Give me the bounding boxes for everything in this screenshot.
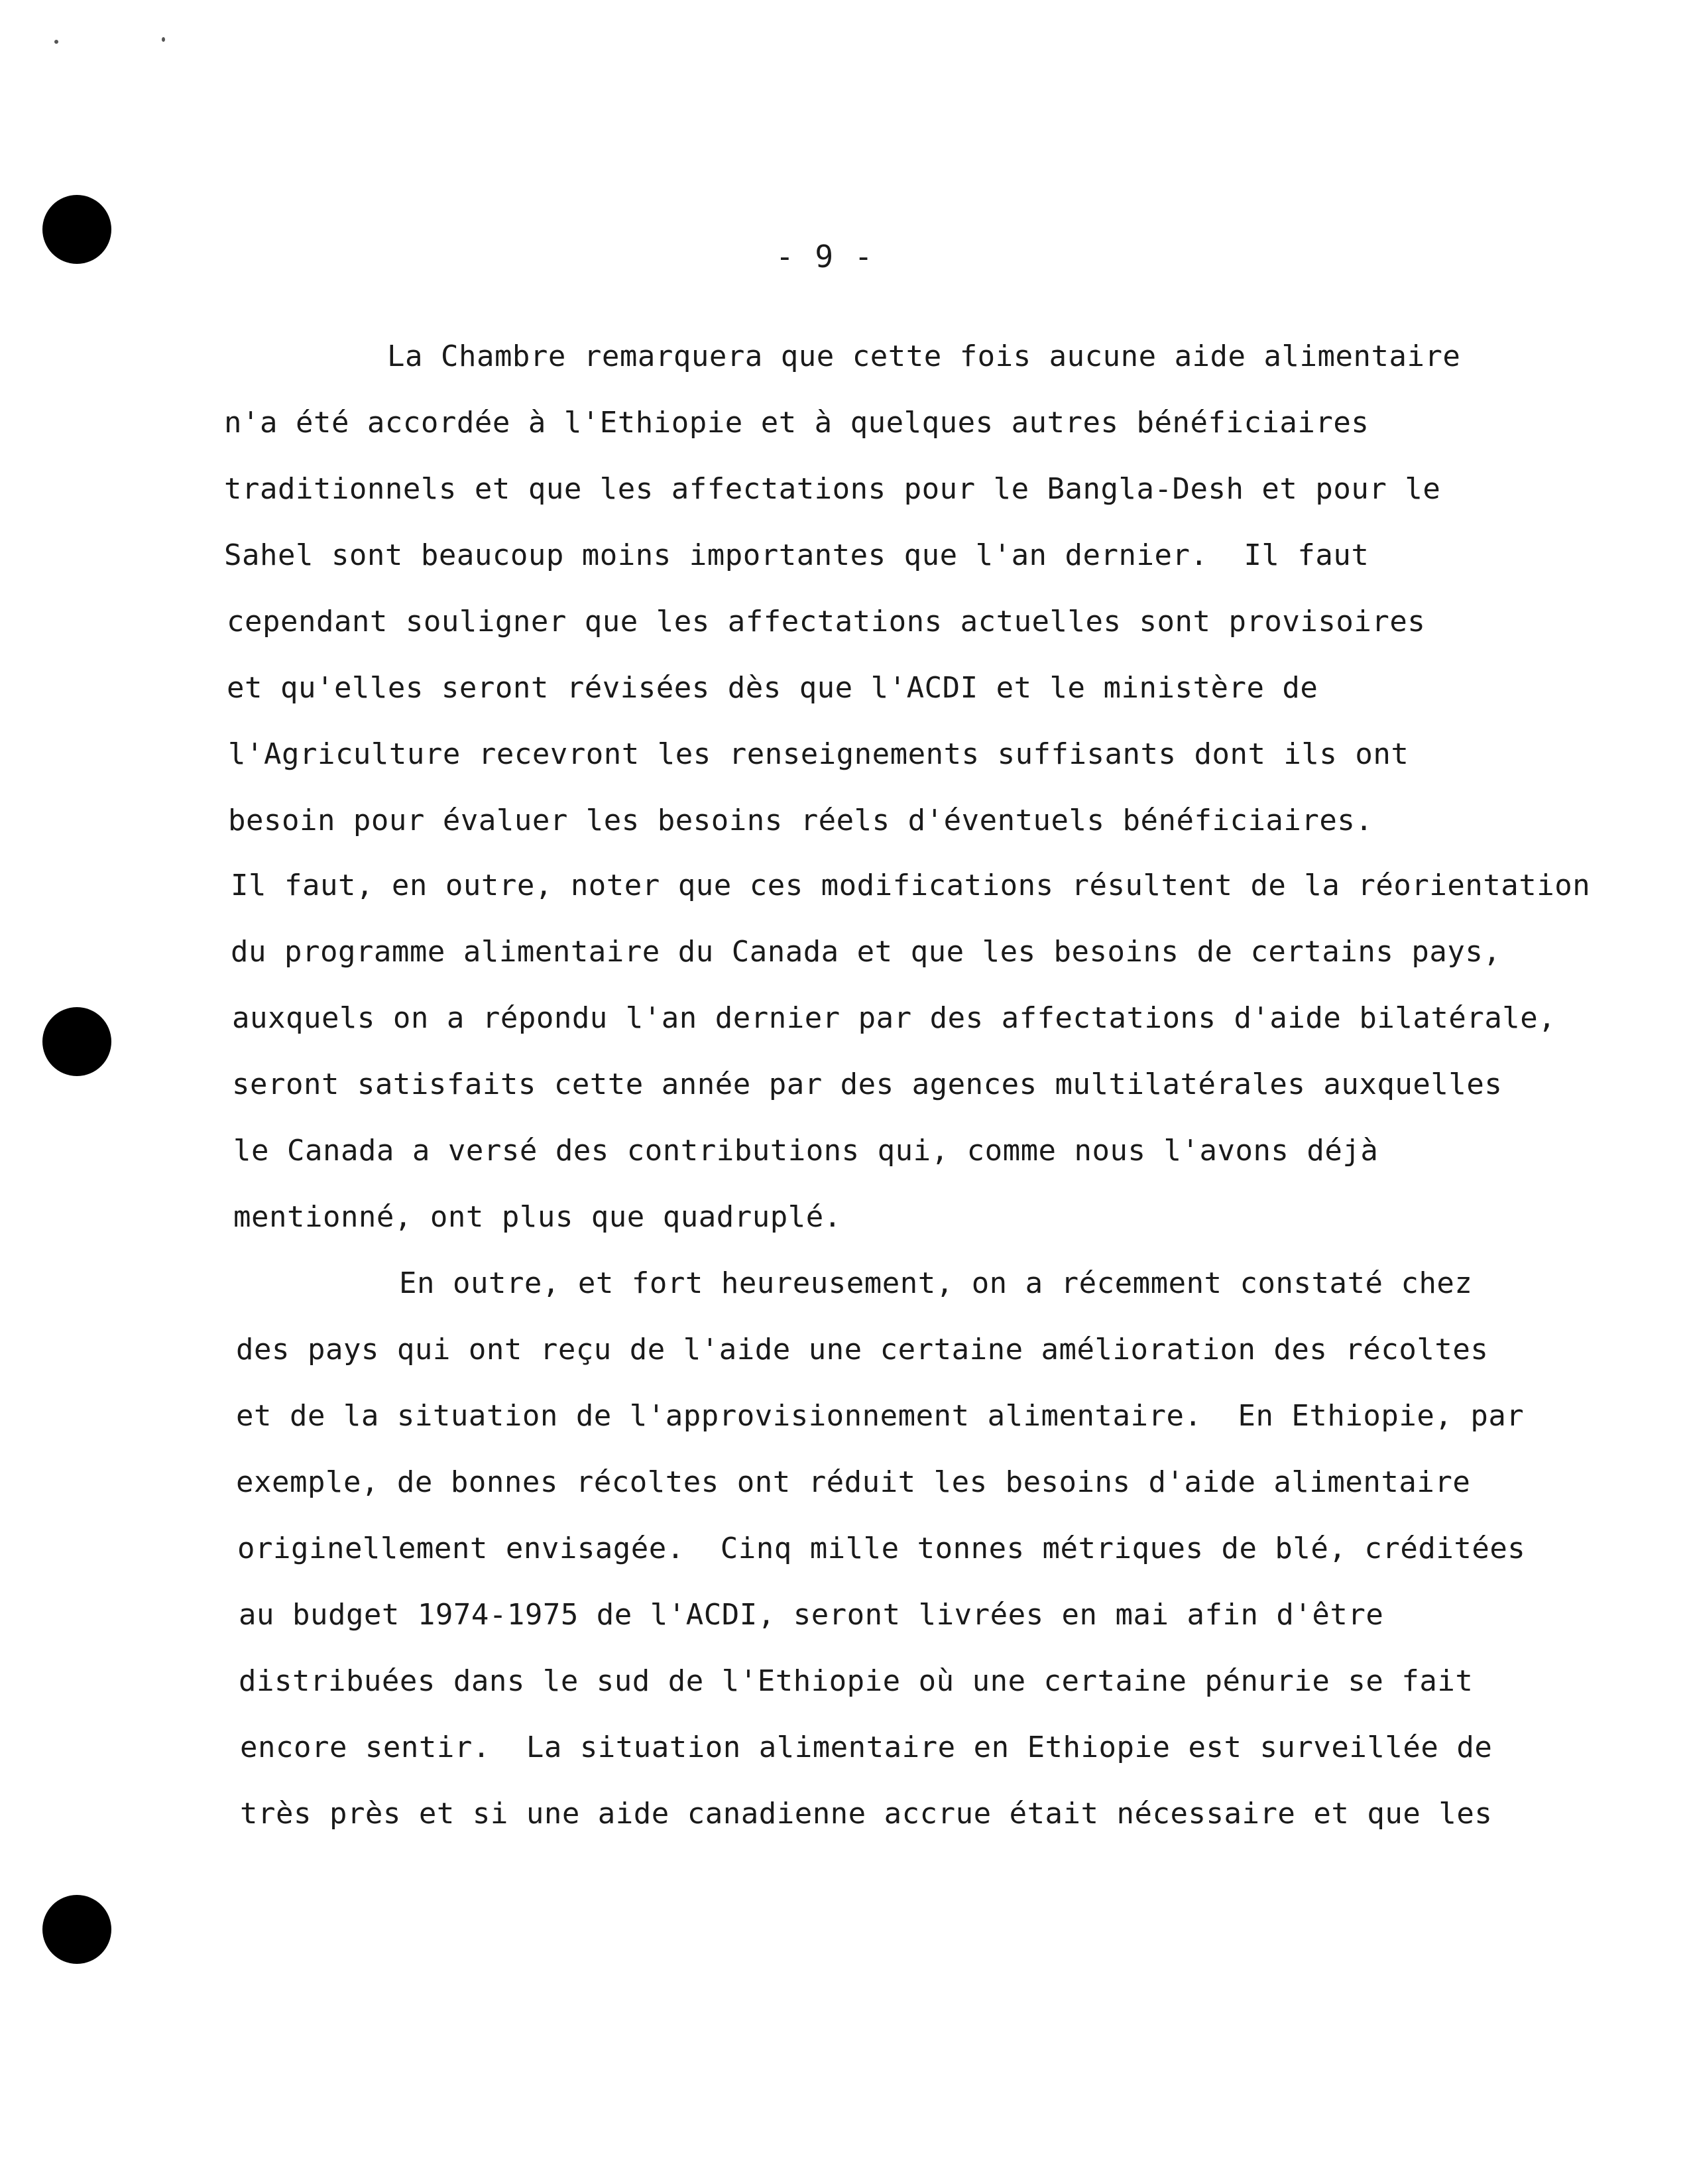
paragraph-2-line-8: encore sentir. La situation alimentaire en Ethiopie est surveillée de xyxy=(240,1730,1493,1764)
paragraph-2-line-6: au budget 1974-1975 de l'ACDI, seront livrées en mai afin d'être xyxy=(239,1598,1384,1632)
paragraph-1-line-7: l'Agriculture recevront les renseignements suffisants dont ils ont xyxy=(228,737,1409,771)
paragraph-1-line-6: et qu'elles seront révisées dès que l'ACDI et le ministère de xyxy=(227,671,1318,705)
scan-speck xyxy=(162,37,165,42)
paragraph-2-line-3: et de la situation de l'approvisionnement alimentaire. En Ethiopie, par xyxy=(236,1399,1525,1433)
paragraph-2-line-7: distribuées dans le sud de l'Ethiopie où une certaine pénurie se fait xyxy=(239,1664,1474,1698)
paragraph-1-line-11: auxquels on a répondu l'an dernier par des affectations d'aide bilatérale, xyxy=(232,1001,1556,1035)
paragraph-1-line-9: Il faut, en outre, noter que ces modifications résultent de la réorientation xyxy=(231,869,1591,902)
paragraph-2-line-5: originellement envisagée. Cinq mille tonnes métriques de blé, créditées xyxy=(237,1532,1526,1565)
paragraph-1-line-2: n'a été accordée à l'Ethiopie et à quelques autres bénéficiaires xyxy=(224,406,1369,440)
paragraph-1-line-14: mentionné, ont plus que quadruplé. xyxy=(233,1200,842,1234)
page-number: - 9 - xyxy=(776,239,874,274)
paragraph-1-line-12: seront satisfaits cette année par des agences multilatérales auxquelles xyxy=(232,1067,1503,1101)
paragraph-1-line-10: du programme alimentaire du Canada et que les besoins de certains pays, xyxy=(231,935,1501,969)
paragraph-1-line-13: le Canada a versé des contributions qui, comme nous l'avons déjà xyxy=(233,1134,1379,1168)
paragraph-1-line-4: Sahel sont beaucoup moins importantes que l'an dernier. Il faut xyxy=(224,538,1369,572)
paragraph-1-line-5: cependant souligner que les affectations actuelles sont provisoires xyxy=(227,605,1426,638)
punch-hole-top xyxy=(42,195,111,264)
paragraph-2-line-2: des pays qui ont reçu de l'aide une certaine amélioration des récoltes xyxy=(236,1333,1489,1366)
paragraph-2-line-9: très près et si une aide canadienne accrue était nécessaire et que les xyxy=(240,1797,1493,1831)
paragraph-1-line-8: besoin pour évaluer les besoins réels d'éventuels bénéficiaires. xyxy=(228,804,1373,837)
paragraph-2-line-4: exemple, de bonnes récoltes ont réduit les besoins d'aide alimentaire xyxy=(236,1465,1471,1499)
paragraph-2-line-1: En outre, et fort heureusement, on a récemment constaté chez xyxy=(399,1266,1473,1300)
paragraph-1-line-3: traditionnels et que les affectations pour le Bangla-Desh et pour le xyxy=(224,472,1441,506)
punch-hole-middle xyxy=(42,1007,111,1076)
scan-speck xyxy=(54,40,58,44)
punch-hole-bottom xyxy=(42,1895,111,1964)
paragraph-1-line-1: La Chambre remarquera que cette fois aucune aide alimentaire xyxy=(387,339,1461,373)
